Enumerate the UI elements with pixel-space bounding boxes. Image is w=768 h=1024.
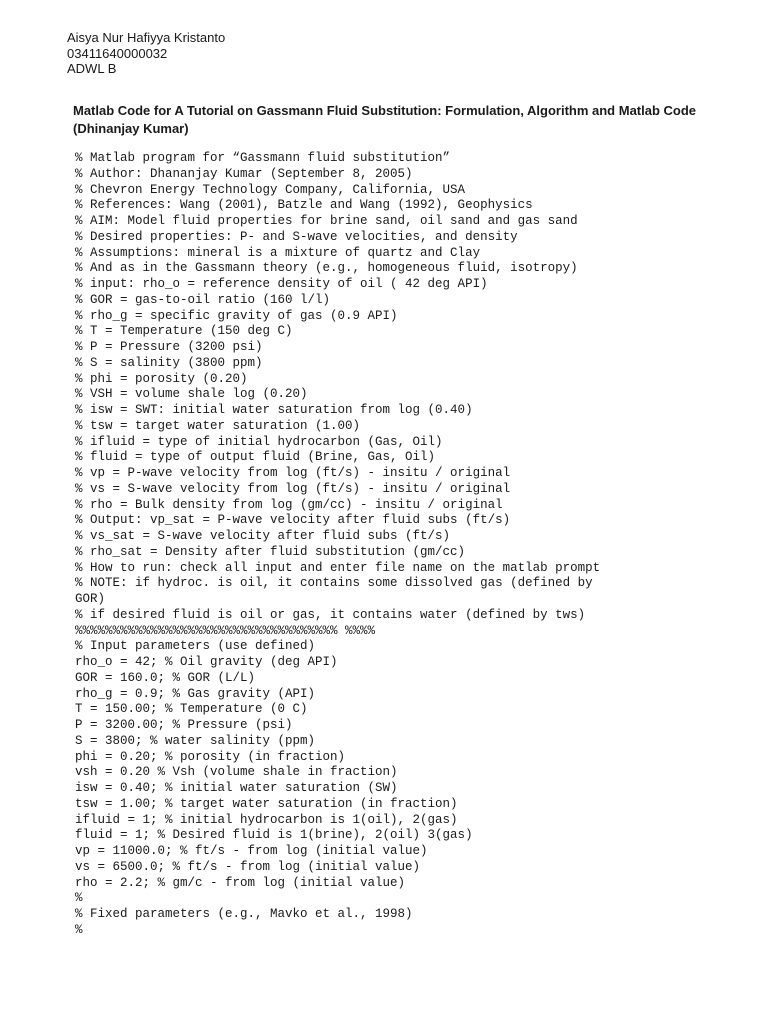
code-line: T = 150.00; % Temperature (0 C) [75, 702, 308, 717]
code-line: P = 3200.00; % Pressure (psi) [75, 718, 293, 732]
code-line: % Desired properties: P- and S-wave velocities, and density [75, 229, 518, 244]
code-line: % And as in the Gassmann theory (e.g., homogeneous fluid, isotropy) [75, 261, 578, 276]
code-line: GOR = 160.0; % GOR (L/L) [75, 670, 256, 685]
code-line: vp = 11000.0; % ft/s - from log (initial value) [75, 844, 428, 858]
code-line: phi = 0.20; % porosity (in fraction) [75, 749, 346, 764]
code-line: %%%%%%%%%%%%%%%%%%%%%%%%%%%%%%%%%%% %%%% [75, 623, 376, 638]
code-line: % Output: vp_sat = P-wave velocity after fluid subs (ft/s) [75, 513, 511, 528]
code-line: % vs = S-wave velocity from log (ft/s) - insitu / original [75, 481, 511, 496]
author-name: Aisya Nur Hafiyya Kristanto [67, 30, 226, 45]
document-title: Matlab Code for A Tutorial on Gassmann Fluid Substitution: Formulation, Algorithm and Matlab Code (Dhinanjay Kumar) [73, 103, 697, 136]
code-line: % T = Temperature (150 deg C) [75, 324, 293, 339]
code-line: % Fixed parameters (e.g., Mavko et al., 1998) [75, 907, 413, 921]
code-line: % rho_g = specific gravity of gas (0.9 API) [75, 308, 398, 323]
author-block [67, 30, 225, 77]
code-line: % vp = P-wave velocity from log (ft/s) - insitu / original [75, 466, 511, 480]
code-line: rho_g = 0.9; % Gas gravity (API) [75, 686, 316, 701]
code-line: rho_o = 42; % Oil gravity (deg API) [75, 655, 338, 669]
code-line: % How to run: check all input and enter file name on the matlab prompt [75, 560, 601, 575]
code-line: % Matlab program for “Gassmann fluid substitution” [75, 151, 451, 165]
code-line: % References: Wang (2001), Batzle and Wang (1992), Geophysics [75, 198, 533, 213]
code-line: S = 3800; % water salinity (ppm) [75, 733, 316, 748]
code-line: % [75, 922, 83, 937]
code-line: % Author: Dhananjay Kumar (September 8, 2005) [75, 166, 413, 181]
code-line: % Assumptions: mineral is a mixture of quartz and Clay [75, 245, 481, 260]
code-line: % [75, 891, 83, 906]
matlab-code-block [75, 151, 755, 939]
code-line: % input: rho_o = reference density of oil ( 42 deg API) [75, 277, 488, 291]
code-line: % VSH = volume shale log (0.20) [75, 387, 308, 402]
class-label: ADWL B [67, 61, 117, 76]
code-line: % tsw = target water saturation (1.00) [75, 418, 361, 433]
code-line: % GOR = gas-to-oil ratio (160 l/l) [75, 292, 331, 307]
code-line: fluid = 1; % Desired fluid is 1(brine), 2(oil) 3(gas) [75, 828, 473, 843]
code-line: % isw = SWT: initial water saturation from log (0.40) [75, 403, 473, 417]
code-line: isw = 0.40; % initial water saturation (SW) [75, 781, 398, 795]
code-line: vs = 6500.0; % ft/s - from log (initial value) [75, 859, 421, 874]
code-line: vsh = 0.20 % Vsh (volume shale in fraction) [75, 765, 398, 780]
code-line: % phi = porosity (0.20) [75, 371, 248, 386]
student-id: 03411640000032 [67, 45, 168, 61]
code-line: ifluid = 1; % initial hydrocarbon is 1(oil), 2(gas) [75, 812, 458, 827]
code-line: % Chevron Energy Technology Company, California, USA [75, 182, 466, 197]
code-line: % NOTE: if hydroc. is oil, it contains some dissolved gas (defined by [75, 576, 593, 591]
code-line: GOR) [75, 592, 106, 606]
code-line: % vs_sat = S-wave velocity after fluid subs (ft/s) [75, 529, 451, 543]
code-line: % Input parameters (use defined) [75, 639, 316, 654]
code-line: % AIM: Model fluid properties for brine sand, oil sand and gas sand [75, 214, 578, 228]
code-line: % if desired fluid is oil or gas, it contains water (defined by tws) [75, 607, 586, 622]
code-line: % fluid = type of output fluid (Brine, Gas, Oil) [75, 450, 436, 465]
code-line: % rho_sat = Density after fluid substitution (gm/cc) [75, 544, 466, 559]
code-line: % S = salinity (3800 ppm) [75, 355, 263, 370]
code-line: rho = 2.2; % gm/c - from log (initial value) [75, 875, 406, 890]
code-line: % rho = Bulk density from log (gm/cc) - insitu / original [75, 497, 503, 512]
code-line: % P = Pressure (3200 psi) [75, 340, 263, 354]
code-line: tsw = 1.00; % target water saturation (in fraction) [75, 796, 458, 811]
code-line: % ifluid = type of initial hydrocarbon (Gas, Oil) [75, 434, 443, 449]
